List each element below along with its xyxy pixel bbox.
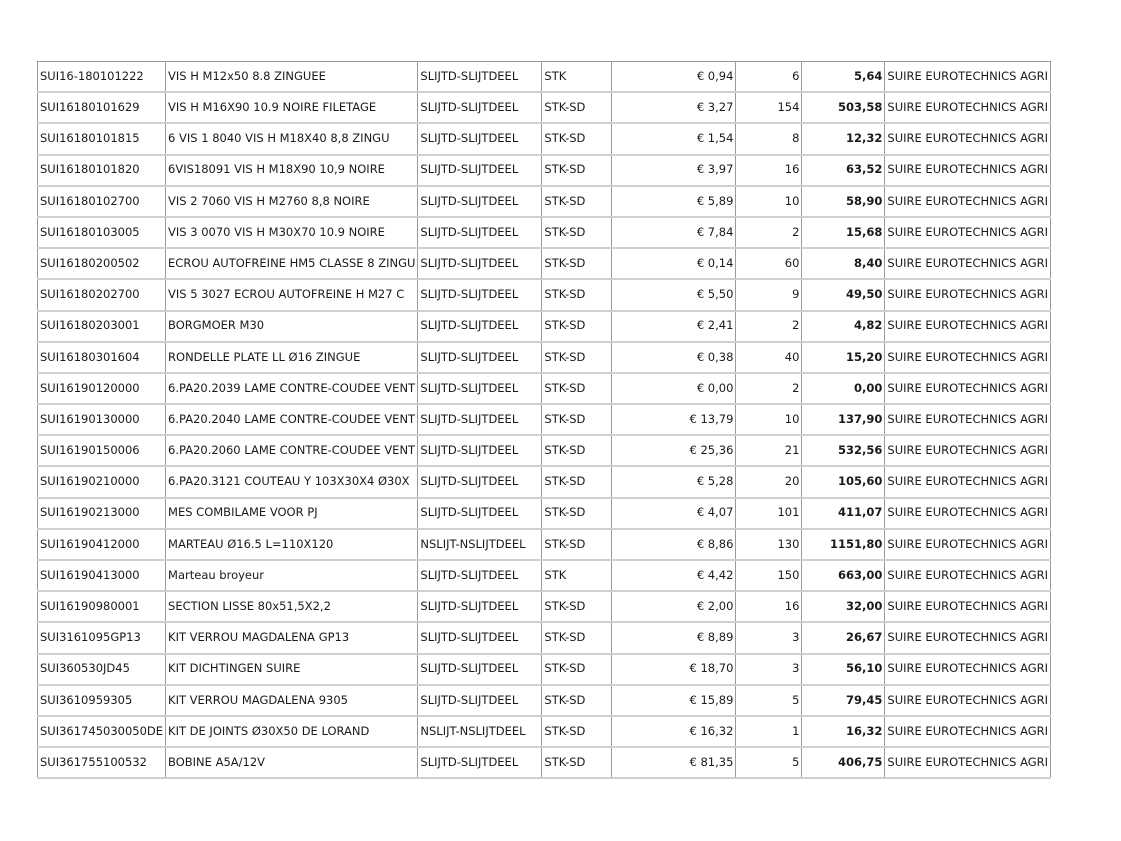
cell-type: SLIJTD-SLIJTDEEL bbox=[418, 186, 542, 217]
cell-code: SUI16180102700 bbox=[38, 186, 166, 217]
cell-supplier: SUIRE EUROTECHNICS AGRI bbox=[885, 155, 1051, 186]
cell-supplier: SUIRE EUROTECHNICS AGRI bbox=[885, 622, 1051, 653]
cell-description: VIS H M16X90 10.9 NOIRE FILETAGE bbox=[166, 92, 418, 123]
cell-code: SUI3161095GP13 bbox=[38, 622, 166, 653]
cell-qty: 10 bbox=[736, 404, 802, 435]
cell-code: SUI16190120000 bbox=[38, 373, 166, 404]
cell-total: 15,68 bbox=[802, 217, 885, 248]
table-row bbox=[38, 498, 1051, 529]
cell-total: 663,00 bbox=[802, 560, 885, 591]
cell-price: € 3,97 bbox=[612, 155, 736, 186]
cell-supplier: SUIRE EUROTECHNICS AGRI bbox=[885, 217, 1051, 248]
table-row bbox=[38, 92, 1051, 123]
cell-price: € 5,89 bbox=[612, 186, 736, 217]
cell-supplier: SUIRE EUROTECHNICS AGRI bbox=[885, 279, 1051, 310]
cell-code: SUI360530JD45 bbox=[38, 654, 166, 685]
table-row bbox=[38, 186, 1051, 217]
cell-unit: STK-SD bbox=[542, 716, 612, 747]
cell-type: SLIJTD-SLIJTDEEL bbox=[418, 373, 542, 404]
cell-qty: 3 bbox=[736, 654, 802, 685]
cell-qty: 60 bbox=[736, 248, 802, 279]
cell-code: SUI3610959305 bbox=[38, 685, 166, 716]
cell-total: 411,07 bbox=[802, 498, 885, 529]
cell-supplier: SUIRE EUROTECHNICS AGRI bbox=[885, 529, 1051, 560]
cell-price: € 25,36 bbox=[612, 435, 736, 466]
cell-type: NSLIJT-NSLIJTDEEL bbox=[418, 529, 542, 560]
cell-price: € 0,00 bbox=[612, 373, 736, 404]
cell-code: SUI16190413000 bbox=[38, 560, 166, 591]
table-row bbox=[38, 435, 1051, 466]
cell-unit: STK bbox=[542, 560, 612, 591]
table-row bbox=[38, 279, 1051, 310]
parts-table-body bbox=[38, 62, 1051, 779]
cell-type: SLIJTD-SLIJTDEEL bbox=[418, 404, 542, 435]
table-row bbox=[38, 685, 1051, 716]
cell-total: 79,45 bbox=[802, 685, 885, 716]
cell-qty: 9 bbox=[736, 279, 802, 310]
cell-type: SLIJTD-SLIJTDEEL bbox=[418, 279, 542, 310]
cell-qty: 154 bbox=[736, 92, 802, 123]
cell-type: SLIJTD-SLIJTDEEL bbox=[418, 747, 542, 778]
cell-supplier: SUIRE EUROTECHNICS AGRI bbox=[885, 373, 1051, 404]
cell-price: € 5,50 bbox=[612, 279, 736, 310]
cell-code: SUI16180202700 bbox=[38, 279, 166, 310]
cell-price: € 8,86 bbox=[612, 529, 736, 560]
cell-price: € 0,14 bbox=[612, 248, 736, 279]
cell-description: KIT DICHTINGEN SUIRE bbox=[166, 654, 418, 685]
cell-unit: STK-SD bbox=[542, 529, 612, 560]
cell-description: BOBINE A5A/12V bbox=[166, 747, 418, 778]
cell-total: 12,32 bbox=[802, 123, 885, 154]
cell-unit: STK-SD bbox=[542, 498, 612, 529]
cell-price: € 7,84 bbox=[612, 217, 736, 248]
cell-unit: STK-SD bbox=[542, 622, 612, 653]
cell-supplier: SUIRE EUROTECHNICS AGRI bbox=[885, 591, 1051, 622]
cell-price: € 4,42 bbox=[612, 560, 736, 591]
cell-description: Marteau broyeur bbox=[166, 560, 418, 591]
cell-qty: 2 bbox=[736, 373, 802, 404]
cell-qty: 5 bbox=[736, 747, 802, 778]
cell-description: BORGMOER M30 bbox=[166, 311, 418, 342]
cell-price: € 2,41 bbox=[612, 311, 736, 342]
cell-supplier: SUIRE EUROTECHNICS AGRI bbox=[885, 560, 1051, 591]
cell-price: € 3,27 bbox=[612, 92, 736, 123]
cell-unit: STK-SD bbox=[542, 186, 612, 217]
cell-total: 1151,80 bbox=[802, 529, 885, 560]
cell-description: KIT VERROU MAGDALENA GP13 bbox=[166, 622, 418, 653]
cell-unit: STK-SD bbox=[542, 311, 612, 342]
cell-qty: 8 bbox=[736, 123, 802, 154]
cell-qty: 130 bbox=[736, 529, 802, 560]
cell-unit: STK-SD bbox=[542, 279, 612, 310]
cell-qty: 2 bbox=[736, 217, 802, 248]
cell-description: VIS H M12x50 8.8 ZINGUEE bbox=[166, 62, 418, 93]
cell-price: € 13,79 bbox=[612, 404, 736, 435]
cell-type: SLIJTD-SLIJTDEEL bbox=[418, 560, 542, 591]
cell-total: 0,00 bbox=[802, 373, 885, 404]
cell-type: NSLIJT-NSLIJTDEEL bbox=[418, 716, 542, 747]
cell-code: SUI16180101820 bbox=[38, 155, 166, 186]
cell-supplier: SUIRE EUROTECHNICS AGRI bbox=[885, 685, 1051, 716]
cell-unit: STK-SD bbox=[542, 217, 612, 248]
cell-total: 105,60 bbox=[802, 466, 885, 497]
cell-type: SLIJTD-SLIJTDEEL bbox=[418, 435, 542, 466]
cell-qty: 21 bbox=[736, 435, 802, 466]
cell-supplier: SUIRE EUROTECHNICS AGRI bbox=[885, 123, 1051, 154]
cell-qty: 101 bbox=[736, 498, 802, 529]
cell-type: SLIJTD-SLIJTDEEL bbox=[418, 622, 542, 653]
cell-code: SUI16180200502 bbox=[38, 248, 166, 279]
cell-supplier: SUIRE EUROTECHNICS AGRI bbox=[885, 404, 1051, 435]
cell-description: 6.PA20.2040 LAME CONTRE-COUDEE VENT bbox=[166, 404, 418, 435]
cell-code: SUI16180203001 bbox=[38, 311, 166, 342]
cell-qty: 16 bbox=[736, 591, 802, 622]
cell-total: 16,32 bbox=[802, 716, 885, 747]
cell-type: SLIJTD-SLIJTDEEL bbox=[418, 342, 542, 373]
cell-code: SUI361755100532 bbox=[38, 747, 166, 778]
cell-type: SLIJTD-SLIJTDEEL bbox=[418, 92, 542, 123]
cell-unit: STK-SD bbox=[542, 435, 612, 466]
cell-description: VIS 3 0070 VIS H M30X70 10.9 NOIRE bbox=[166, 217, 418, 248]
cell-unit: STK-SD bbox=[542, 404, 612, 435]
table-row bbox=[38, 622, 1051, 653]
cell-qty: 5 bbox=[736, 685, 802, 716]
cell-code: SUI16180301604 bbox=[38, 342, 166, 373]
cell-total: 503,58 bbox=[802, 92, 885, 123]
cell-code: SUI16190130000 bbox=[38, 404, 166, 435]
table-row bbox=[38, 529, 1051, 560]
cell-total: 4,82 bbox=[802, 311, 885, 342]
cell-qty: 10 bbox=[736, 186, 802, 217]
cell-total: 137,90 bbox=[802, 404, 885, 435]
cell-unit: STK-SD bbox=[542, 685, 612, 716]
cell-total: 49,50 bbox=[802, 279, 885, 310]
cell-type: SLIJTD-SLIJTDEEL bbox=[418, 498, 542, 529]
cell-supplier: SUIRE EUROTECHNICS AGRI bbox=[885, 311, 1051, 342]
cell-qty: 150 bbox=[736, 560, 802, 591]
cell-qty: 40 bbox=[736, 342, 802, 373]
cell-supplier: SUIRE EUROTECHNICS AGRI bbox=[885, 466, 1051, 497]
cell-code: SUI16190213000 bbox=[38, 498, 166, 529]
cell-price: € 0,94 bbox=[612, 62, 736, 93]
cell-type: SLIJTD-SLIJTDEEL bbox=[418, 654, 542, 685]
cell-description: 6VIS18091 VIS H M18X90 10,9 NOIRE bbox=[166, 155, 418, 186]
cell-description: KIT VERROU MAGDALENA 9305 bbox=[166, 685, 418, 716]
cell-price: € 5,28 bbox=[612, 466, 736, 497]
cell-type: SLIJTD-SLIJTDEEL bbox=[418, 591, 542, 622]
cell-description: VIS 5 3027 ECROU AUTOFREINE H M27 C bbox=[166, 279, 418, 310]
cell-description: KIT DE JOINTS Ø30X50 DE LORAND bbox=[166, 716, 418, 747]
cell-price: € 4,07 bbox=[612, 498, 736, 529]
cell-supplier: SUIRE EUROTECHNICS AGRI bbox=[885, 435, 1051, 466]
cell-description: 6.PA20.3121 COUTEAU Y 103X30X4 Ø30X bbox=[166, 466, 418, 497]
cell-unit: STK-SD bbox=[542, 466, 612, 497]
cell-price: € 1,54 bbox=[612, 123, 736, 154]
cell-description: VIS 2 7060 VIS H M2760 8,8 NOIRE bbox=[166, 186, 418, 217]
cell-type: SLIJTD-SLIJTDEEL bbox=[418, 311, 542, 342]
table-row bbox=[38, 217, 1051, 248]
cell-unit: STK-SD bbox=[542, 654, 612, 685]
cell-total: 5,64 bbox=[802, 62, 885, 93]
cell-price: € 15,89 bbox=[612, 685, 736, 716]
table-row bbox=[38, 591, 1051, 622]
cell-total: 532,56 bbox=[802, 435, 885, 466]
cell-total: 406,75 bbox=[802, 747, 885, 778]
cell-description: MARTEAU Ø16.5 L=110X120 bbox=[166, 529, 418, 560]
cell-description: MES COMBILAME VOOR PJ bbox=[166, 498, 418, 529]
cell-total: 15,20 bbox=[802, 342, 885, 373]
cell-description: 6.PA20.2060 LAME CONTRE-COUDEE VENT bbox=[166, 435, 418, 466]
cell-unit: STK-SD bbox=[542, 342, 612, 373]
cell-price: € 0,38 bbox=[612, 342, 736, 373]
cell-total: 8,40 bbox=[802, 248, 885, 279]
cell-price: € 81,35 bbox=[612, 747, 736, 778]
parts-table bbox=[37, 61, 1051, 779]
cell-code: SUI16190980001 bbox=[38, 591, 166, 622]
cell-unit: STK-SD bbox=[542, 92, 612, 123]
cell-price: € 2,00 bbox=[612, 591, 736, 622]
cell-unit: STK-SD bbox=[542, 248, 612, 279]
cell-qty: 3 bbox=[736, 622, 802, 653]
cell-supplier: SUIRE EUROTECHNICS AGRI bbox=[885, 654, 1051, 685]
cell-supplier: SUIRE EUROTECHNICS AGRI bbox=[885, 342, 1051, 373]
cell-price: € 16,32 bbox=[612, 716, 736, 747]
cell-description: RONDELLE PLATE LL Ø16 ZINGUE bbox=[166, 342, 418, 373]
cell-qty: 6 bbox=[736, 62, 802, 93]
table-row bbox=[38, 155, 1051, 186]
cell-code: SUI16190210000 bbox=[38, 466, 166, 497]
table-row bbox=[38, 123, 1051, 154]
cell-type: SLIJTD-SLIJTDEEL bbox=[418, 62, 542, 93]
cell-code: SUI16190412000 bbox=[38, 529, 166, 560]
cell-description: 6 VIS 1 8040 VIS H M18X40 8,8 ZINGU bbox=[166, 123, 418, 154]
table-row bbox=[38, 248, 1051, 279]
cell-type: SLIJTD-SLIJTDEEL bbox=[418, 685, 542, 716]
cell-code: SUI16-180101222 bbox=[38, 62, 166, 93]
table-row bbox=[38, 404, 1051, 435]
cell-price: € 8,89 bbox=[612, 622, 736, 653]
cell-code: SUI361745030050DE bbox=[38, 716, 166, 747]
cell-description: ECROU AUTOFREINE HM5 CLASSE 8 ZINGU bbox=[166, 248, 418, 279]
cell-supplier: SUIRE EUROTECHNICS AGRI bbox=[885, 92, 1051, 123]
table-row bbox=[38, 747, 1051, 778]
cell-supplier: SUIRE EUROTECHNICS AGRI bbox=[885, 716, 1051, 747]
cell-total: 58,90 bbox=[802, 186, 885, 217]
cell-unit: STK-SD bbox=[542, 155, 612, 186]
cell-code: SUI16180101815 bbox=[38, 123, 166, 154]
table-row bbox=[38, 654, 1051, 685]
cell-code: SUI16180101629 bbox=[38, 92, 166, 123]
cell-total: 56,10 bbox=[802, 654, 885, 685]
cell-type: SLIJTD-SLIJTDEEL bbox=[418, 155, 542, 186]
cell-supplier: SUIRE EUROTECHNICS AGRI bbox=[885, 62, 1051, 93]
cell-type: SLIJTD-SLIJTDEEL bbox=[418, 217, 542, 248]
cell-qty: 16 bbox=[736, 155, 802, 186]
cell-price: € 18,70 bbox=[612, 654, 736, 685]
cell-description: SECTION LISSE 80x51,5X2,2 bbox=[166, 591, 418, 622]
cell-code: SUI16190150006 bbox=[38, 435, 166, 466]
cell-unit: STK-SD bbox=[542, 123, 612, 154]
cell-description: 6.PA20.2039 LAME CONTRE-COUDEE VENT bbox=[166, 373, 418, 404]
table-row bbox=[38, 311, 1051, 342]
cell-supplier: SUIRE EUROTECHNICS AGRI bbox=[885, 248, 1051, 279]
cell-total: 63,52 bbox=[802, 155, 885, 186]
table-row bbox=[38, 62, 1051, 93]
cell-qty: 2 bbox=[736, 311, 802, 342]
cell-supplier: SUIRE EUROTECHNICS AGRI bbox=[885, 498, 1051, 529]
table-row bbox=[38, 342, 1051, 373]
cell-qty: 1 bbox=[736, 716, 802, 747]
table-row bbox=[38, 373, 1051, 404]
cell-total: 32,00 bbox=[802, 591, 885, 622]
cell-type: SLIJTD-SLIJTDEEL bbox=[418, 123, 542, 154]
table-row bbox=[38, 716, 1051, 747]
cell-supplier: SUIRE EUROTECHNICS AGRI bbox=[885, 186, 1051, 217]
cell-unit: STK bbox=[542, 62, 612, 93]
cell-type: SLIJTD-SLIJTDEEL bbox=[418, 466, 542, 497]
cell-qty: 20 bbox=[736, 466, 802, 497]
table-row bbox=[38, 466, 1051, 497]
cell-unit: STK-SD bbox=[542, 591, 612, 622]
cell-total: 26,67 bbox=[802, 622, 885, 653]
cell-supplier: SUIRE EUROTECHNICS AGRI bbox=[885, 747, 1051, 778]
cell-unit: STK-SD bbox=[542, 373, 612, 404]
cell-type: SLIJTD-SLIJTDEEL bbox=[418, 248, 542, 279]
cell-unit: STK-SD bbox=[542, 747, 612, 778]
cell-code: SUI16180103005 bbox=[38, 217, 166, 248]
table-row bbox=[38, 560, 1051, 591]
